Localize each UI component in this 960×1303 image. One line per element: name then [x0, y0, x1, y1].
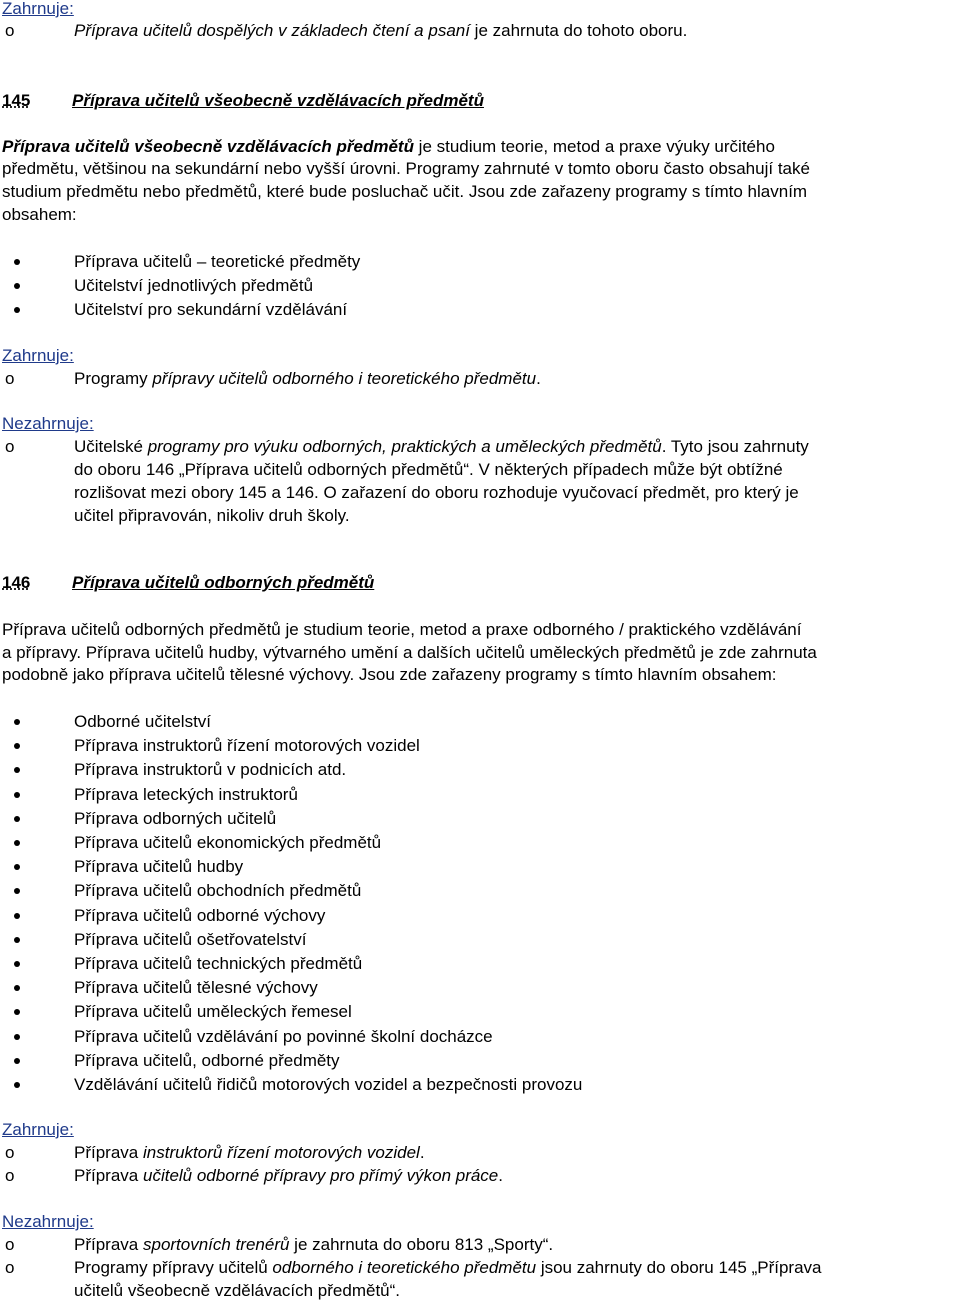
bullet-icon	[14, 985, 20, 991]
bullet-icon	[14, 719, 20, 725]
list-item: Příprava učitelů ekonomických předmětů	[74, 833, 382, 852]
bullet-icon	[14, 937, 20, 943]
paragraph-line: obsahem:	[2, 205, 77, 224]
paragraph-line: podobně jako příprava učitelů tělesné výchovy. Jsou zde zařazeny programy s tímto hlavním obsahem:	[2, 665, 777, 684]
list-item: Učitelské programy pro výuku odborných, praktických a uměleckých předmětů. Tyto jsou zahrnuty	[74, 437, 809, 456]
list-item: Příprava učitelů, odborné předměty	[74, 1051, 340, 1070]
list-marker: o	[5, 437, 15, 456]
list-item: Příprava učitelů technických předmětů	[74, 954, 363, 973]
list-item: Příprava sportovních trenérů je zahrnuta do oboru 813 „Sporty“.	[74, 1235, 554, 1254]
section-number: 146	[2, 573, 31, 592]
list-item: Vzdělávání učitelů řidičů motorových vozidel a bezpečnosti provozu	[74, 1075, 583, 1094]
section-heading-145	[2, 90, 484, 112]
list-item: Odborné učitelství	[74, 712, 212, 731]
list-marker: o	[5, 1166, 15, 1185]
list-item: Programy přípravy učitelů odborného i teoretického předmětu jsou zahrnuty do oboru 145 „Příprava	[74, 1258, 822, 1277]
bullet-icon	[14, 1082, 20, 1088]
list-marker: o	[5, 21, 15, 40]
list-item: Příprava učitelů tělesné výchovy	[74, 978, 318, 997]
list-item: Programy přípravy učitelů odborného i teoretického předmětu.	[74, 369, 541, 388]
list-item: Příprava učitelů hudby	[74, 857, 244, 876]
list-marker: o	[5, 1258, 15, 1277]
paragraph-line: Příprava učitelů všeobecně vzdělávacích předmětů je studium teorie, metod a praxe výuky určitého	[2, 137, 775, 156]
bullet-icon	[14, 1058, 20, 1064]
list-item: Učitelství jednotlivých předmětů	[74, 276, 314, 295]
list-item: Příprava učitelů uměleckých řemesel	[74, 1002, 352, 1021]
paragraph-line: a přípravy. Příprava učitelů hudby, výtvarného umění a dalších učitelů uměleckých předmětů je zde zahrnuta	[2, 643, 817, 662]
section-number: 145	[2, 91, 31, 110]
list-item: Příprava učitelů odborné výchovy	[74, 906, 326, 925]
list-item: Příprava učitelů dospělých v základech čtení a psaní je zahrnuta do tohoto oboru.	[74, 21, 688, 40]
bullet-icon	[14, 1009, 20, 1015]
zahrnuje-label: Zahrnuje:	[2, 0, 74, 18]
nezahrnuje-label: Nezahrnuje:	[2, 1212, 94, 1231]
list-item-line: učitelů všeobecně vzdělávacích předmětů“.	[74, 1281, 401, 1300]
paragraph-line: Příprava učitelů odborných předmětů je studium teorie, metod a praxe odborného / praktického vzdělávání	[2, 620, 802, 639]
list-item-line: učitel připravován, nikoliv druh školy.	[74, 506, 350, 525]
bullet-icon	[14, 283, 20, 289]
list-item: Příprava učitelů ošetřovatelství	[74, 930, 307, 949]
list-item: Příprava instruktorů v podnicích atd.	[74, 760, 347, 779]
list-item: Příprava leteckých instruktorů	[74, 785, 298, 804]
list-item: Příprava instruktorů řízení motorových vozidel.	[74, 1143, 425, 1162]
bullet-icon	[14, 888, 20, 894]
bullet-icon	[14, 307, 20, 313]
bullet-icon	[14, 259, 20, 265]
list-item: Příprava učitelů vzdělávání po povinné školní docházce	[74, 1027, 493, 1046]
list-marker: o	[5, 369, 15, 388]
list-item: Učitelství pro sekundární vzdělávání	[74, 300, 348, 319]
list-marker: o	[5, 1235, 15, 1254]
list-item-line: rozlišovat mezi obory 145 a 146. O zařazení do oboru rozhoduje vyučovací předmět, pro který je	[74, 483, 799, 502]
bullet-icon	[14, 792, 20, 798]
list-item: Příprava učitelů obchodních předmětů	[74, 881, 362, 900]
list-item: Příprava učitelů – teoretické předměty	[74, 252, 361, 271]
bullet-icon	[14, 840, 20, 846]
bullet-icon	[14, 913, 20, 919]
nezahrnuje-label: Nezahrnuje:	[2, 414, 94, 433]
zahrnuje-label: Zahrnuje:	[2, 1120, 74, 1139]
section-heading-146	[2, 572, 374, 594]
list-item: Příprava učitelů odborné přípravy pro přímý výkon práce.	[74, 1166, 504, 1185]
bullet-icon	[14, 961, 20, 967]
zahrnuje-label: Zahrnuje:	[2, 346, 74, 365]
section-title: Příprava učitelů odborných předmětů	[72, 573, 375, 592]
list-item: Příprava instruktorů řízení motorových vozidel	[74, 736, 420, 755]
list-item-line: do oboru 146 „Příprava učitelů odborných předmětů“. V některých případech může být obtížné	[74, 460, 783, 479]
list-marker: o	[5, 1143, 15, 1162]
paragraph-line: studium předmětu nebo předmětů, které bude posluchač učit. Jsou zde zařazeny programy s tímto hlavním	[2, 182, 808, 201]
paragraph-line: předmětu, většinou na sekundární nebo vyšší úrovni. Programy zahrnuté v tomto oboru často obsahují také	[2, 159, 810, 178]
section-title: Příprava učitelů všeobecně vzdělávacích předmětů	[72, 91, 484, 110]
bullet-icon	[14, 1034, 20, 1040]
list-item: Příprava odborných učitelů	[74, 809, 277, 828]
bullet-icon	[14, 743, 20, 749]
bullet-icon	[14, 864, 20, 870]
bullet-icon	[14, 816, 20, 822]
bullet-icon	[14, 767, 20, 773]
